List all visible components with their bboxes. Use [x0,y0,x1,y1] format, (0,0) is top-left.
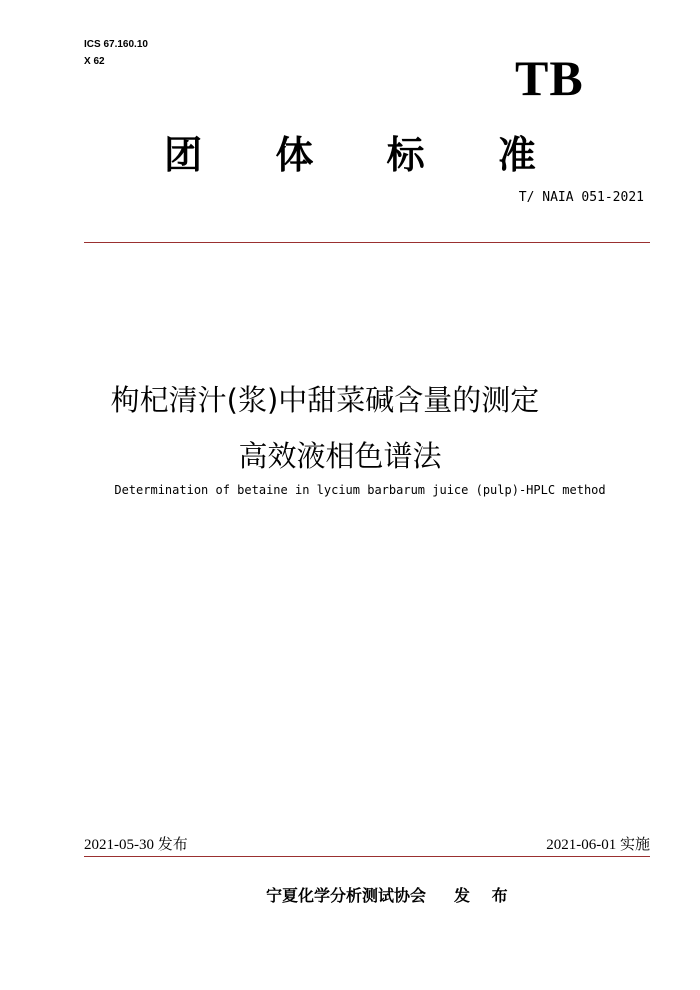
classification-codes [84,36,148,70]
bottom-divider [84,856,650,857]
ccs-code: X 62 [84,56,105,67]
standard-number: T/ NAIA 051-2021 [518,190,644,205]
top-divider [84,242,650,243]
title-chinese-line1: 枸杞清汁(浆)中甜菜碱含量的测定 [110,383,540,417]
publish-action: 发 布 [454,886,516,905]
publisher-organization: 宁夏化学分析测试协会 [266,886,427,905]
issue-date: 2021-05-30 发布 [84,837,188,853]
standard-type-heading: 团 体 标 准 [164,133,566,177]
title-chinese-line2: 高效液相色谱法 [238,439,442,473]
implementation-date: 2021-06-01 实施 [546,837,650,853]
standard-mark: TB [515,50,584,106]
publisher-line [266,884,516,908]
ics-code: ICS 67.160.10 [84,39,148,50]
title-english: Determination of betaine in lycium barbarum juice (pulp)-HPLC method [114,483,606,497]
